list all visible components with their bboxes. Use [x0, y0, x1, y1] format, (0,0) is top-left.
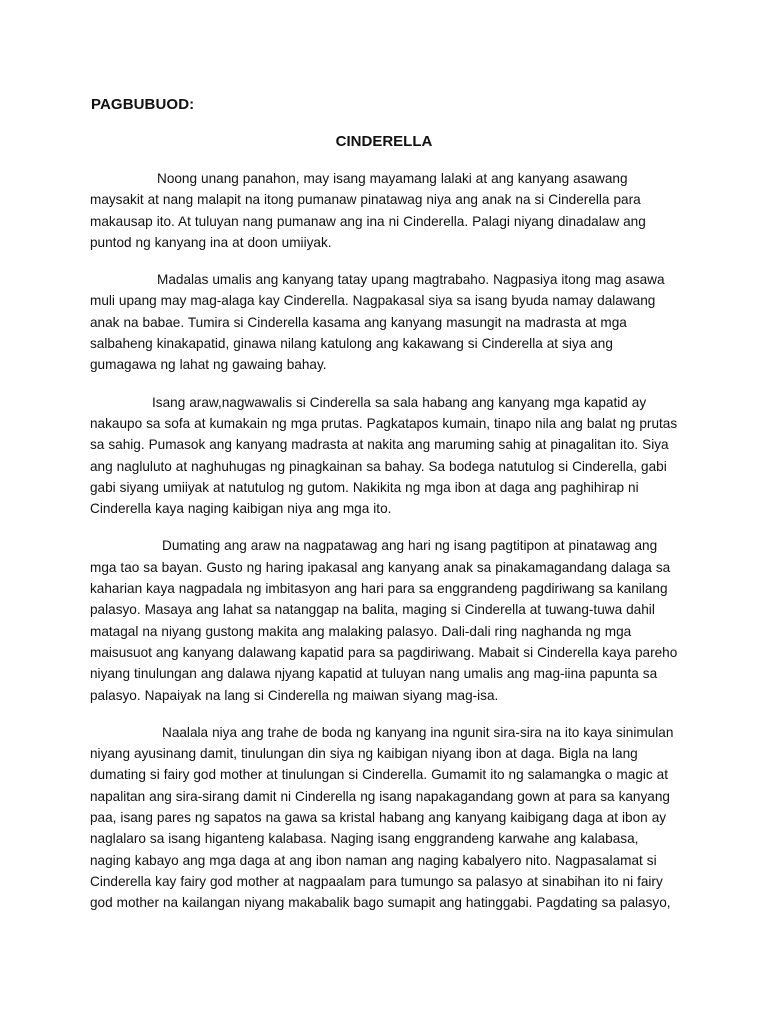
paragraph-1: Noong unang panahon, may isang mayamang lalaki at ang kanyang asawang maysakit at nang malapit na itong pumanaw pinatawag niya ang anak na si Cinderella para makausap ito. At tuluyan nang pumanaw ang ina ni Cinderella. Palagi niyang dinadalaw ang puntod ng kanyang ina at doon umiiyak. — [90, 171, 646, 250]
section-heading: PAGBUBUOD: — [91, 96, 195, 113]
paragraph-5: Naalala niya ang trahe de boda ng kanyang ina ngunit sira-sira na ito kaya sinimulan niyang ayusinang damit, tinulungan din siya ng kaibigan niyang ibon at daga. Bigla na lang dumating si fairy god mother at tinulungan si Cinderella. Gumamit ito ng salamangka o magic at napalitan ang sira-sirang damit ni Cinderella ng isang napakagandang gown at para sa kanyang paa, isang pares ng sapatos na gawa sa kristal habang ang kanyang kaibigang daga at ibon ay naglalaro sa isang higanteng kalabasa. Naging isang enggrandeng karwahe ang kalabasa, naging kabayo ang mga daga at ang ibon naman ang naging kabalyero nito. Nagpasalamat si Cinderella kay fairy god mother at nagpaalam para tumungo sa palasyo at sinabihan ito ni fairy god mother na kailangan niyang makabalik bago sumapit ang hatinggabi. Pagdating sa palasyo, — [90, 724, 674, 911]
paragraph-3: Isang araw,nagwawalis si Cinderella sa sala habang ang kanyang mga kapatid ay nakaupo sa sofa at kumakain ng mga prutas. Pagkatapos kumain, tinapo nila ang balat ng prutas sa sahig. Pumasok ang kanyang madrasta at nakita ang maruming sahig at pinagalitan ito. Siya ang nagluluto at naghuhugas ng pinagkainan sa bahay. Sa bodega natutulog si Cinderella, gabi gabi siyang umiiyak at natutulog ng gutom. Nakikita ng mga ibon at daga ang paghihirap ni Cinderella kaya naging kaibigan niya ang mga ito. — [90, 394, 678, 517]
paragraph-2: Madalas umalis ang kanyang tatay upang magtrabaho. Nagpasiya itong mag asawa muli upang may mag-alaga kay Cinderella. Nagpakasal siya sa isang byuda namay dalawang anak na babae. Tumira si Cinderella kasama ang kanyang masungit na madrasta at mga salbaheng kinakapatid, ginawa nilang katulong ang kakawang si Cinderella at siya ang gumagawa ng lahat ng gawaing bahay. — [90, 272, 665, 373]
story-body — [90, 168, 680, 914]
story-title: CINDERELLA — [335, 133, 433, 150]
paragraph-4: Dumating ang araw na nagpatawag ang hari ng isang pagtitipon at pinatawag ang mga tao sa bayan. Gusto ng haring ipakasal ang kanyang anak sa pinakamagandang dalaga sa kaharian kaya nagpadala ng imbitasyon ang hari para sa enggrandeng pagdiriwang sa kanilang palasyo. Masaya ang lahat sa natanggap na balita, maging si Cinderella at tuwang-tuwa dahil matagal na niyang gustong makita ang malaking palasyo. Dali-dali ring naghanda ng mga maisusuot ang kanyang dalawang kapatid para sa pagdiriwang. Mabait si Cinderella kaya pareho niyang tinulungan ang dalawa njyang kapatid at tuluyan nang umalis ang mag-iina papunta sa palasyo. Napaiyak na lang si Cinderella ng maiwan siyang mag-isa. — [90, 538, 678, 703]
